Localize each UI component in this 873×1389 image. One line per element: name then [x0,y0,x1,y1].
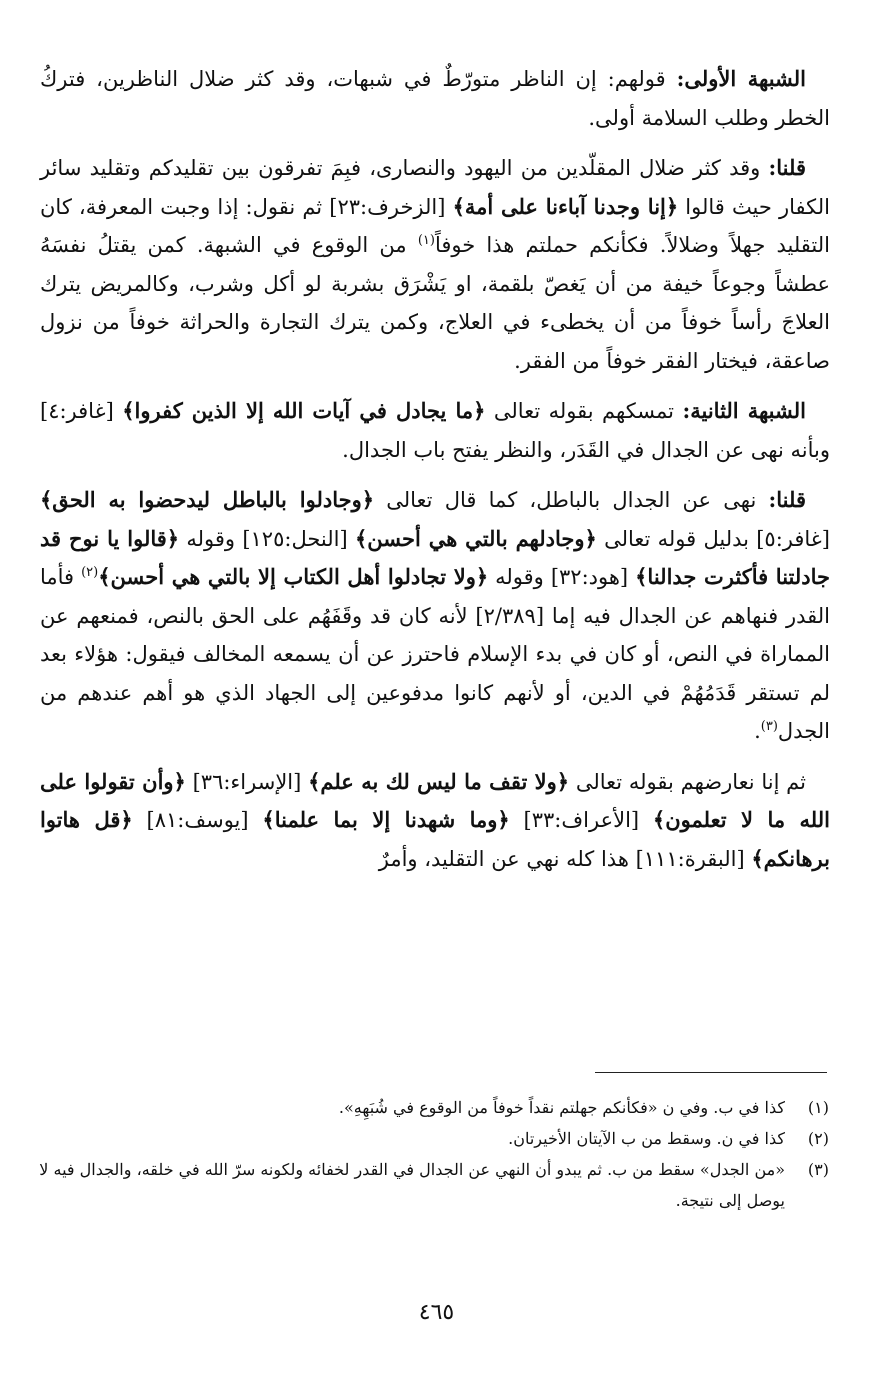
paragraph-1 [40,60,830,137]
footnote-text: «من الجدل» سقط من ب. ثم يبدو أن النهي عن الجدال في القدر لخفائه ولكونه سرّ الله في خلقه، والجدال فيه لا يوصل إلى نتيجة. [39,1160,785,1210]
paragraph-text: من الوقوع في الشبهة. كمن يقتلُ نفسَهُ عطشاً وجوعاً خيفة من أن يَغصّ بلقمة، او يَشْرَق بشربة لو أكل وشرب، وكالمريض يترك العلاجَ رأساً خوفاً من أن يخطىء في العلاج، وكمن يترك التجارة والحراثة خوفاً من نزول صاعقة، فيختار الفقر خوفاً من الفقر. [40,233,830,373]
paragraph-text: نهى عن الجدال بالباطل، كما قال تعالى [374,488,769,512]
paragraph-3 [40,392,830,469]
paragraph-text: [هود:٣٢] وقوله [488,565,636,589]
paragraph-text: وقد كثر ضلال المقلّدين من اليهود والنصارى، فبِمَ تفرقون بين تقليدكم وتقليد سائر الكفار حيث قالوا [40,156,830,219]
paragraph-text: . [754,719,761,743]
quran-quote: ﴿ولا تجادلوا أهل الكتاب إلا بالتي هي أحسن﴾ [98,564,489,589]
paragraph-text: [البقرة:١١١] هذا كله نهي عن التقليد، وأمرٌ [378,846,752,871]
paragraph-text: ثم إنا نعارضهم بقوله تعالى [569,769,806,794]
footnote-divider [595,1072,827,1073]
footnote-item [39,1123,829,1154]
paragraph-text: [غافر:٤] وبأنه نهى عن الجدال في القَدَر، والنظر يفتح باب الجدال. [40,399,830,462]
footnote-marker: (١) [417,233,435,248]
paragraph-text: [النحل:١٢٥] وقوله [179,526,355,551]
heading-lead: قلنا: [768,155,806,180]
paragraph-text: [الإسراء:٣٦] [185,769,309,794]
footnote-text: كذا في ن. وسقط من ب الآيتان الأخيرتان. [508,1129,785,1148]
paragraph-text: [الزخرف:٢٣] ثم نقول: إذا وجبت المعرفة، كان التقليد جهلاً وضلالاً. فكأنكم حملتم هذا خوفاً [40,194,830,257]
footnote-item [39,1154,829,1216]
main-text [40,60,830,890]
paragraph-text: تمسكهم بقوله تعالى [485,399,683,423]
paragraph-text: قولهم: إن الناظر متورّطٌ في شبهات، وقد كثر ضلال الناظرين، فتركُ الخطر وطلب السلامة أولى. [40,67,830,130]
quran-quote: ﴿ما يجادل في آيات الله إلا الذين كفروا﴾ [122,398,486,423]
quran-quote: ﴿وما شهدنا إلا بما علمنا﴾ [262,807,510,832]
paragraph-text: [الأعراف:٣٣] [509,808,653,832]
quran-quote: ﴿وجادلوا بالباطل ليدحضوا به الحق﴾ [40,487,375,512]
page-number: ٤٦٥ [418,1300,455,1325]
quran-quote: ﴿ولا تقف ما ليس لك به علم﴾ [308,768,570,794]
heading-lead: قلنا: [768,487,806,512]
quran-quote: ﴿قل هاتوا برهانكم﴾ [40,807,830,871]
quran-quote: ﴿إنا وجدنا آباءنا على أمة﴾ [452,193,679,219]
paragraph-text: فأما القدر فنهاهم عن الجدال فيه إما [٢/٣٨٩] لأنه كان قد وقَفَهُم على الحق بالنص، فمنعهم عن المماراة في النص، أو كان في بدء الإسلام فاحترز عن أن يسمعه المخالف فيقول: هؤلاء بعد لم تستقر قَدَمُهُمْ في الدين، أو لأنهم كانوا مدفوعين إلى الجهاد الذي هو أهم عندهم من الجدل [40,565,830,743]
footnotes [39,1092,829,1216]
quran-quote: ﴿قالوا يا نوح قد جادلتنا فأكثرت جدالنا﴾ [40,525,830,589]
paragraph-5 [40,763,830,879]
paragraph-2 [40,149,830,380]
quran-quote: ﴿وجادلهم بالتي هي أحسن﴾ [354,525,597,551]
footnote-item [39,1092,829,1123]
footnote-text: كذا في ب. وفي ن «فكأنكم جهلتم نقداً خوفاً من الوقوع في شُبَهِهِ». [338,1098,785,1117]
footnote-number: (٣) [807,1160,829,1179]
footnote-marker: (٣) [760,719,778,734]
footnote-marker: (٢) [81,565,99,580]
heading-lead: الشبهة الثانية: [682,398,806,423]
paragraph-4 [40,481,830,751]
heading-lead: الشبهة الأولى: [676,66,806,91]
paragraph-text: [غافر:٥] بدليل قوله تعالى [596,526,830,551]
footnote-number: (١) [807,1098,829,1117]
footnote-number: (٢) [807,1129,829,1148]
paragraph-text: [يوسف:٨١] [132,808,263,832]
quran-quote: ﴿وأن تقولوا على الله ما لا تعلمون﴾ [40,768,830,832]
